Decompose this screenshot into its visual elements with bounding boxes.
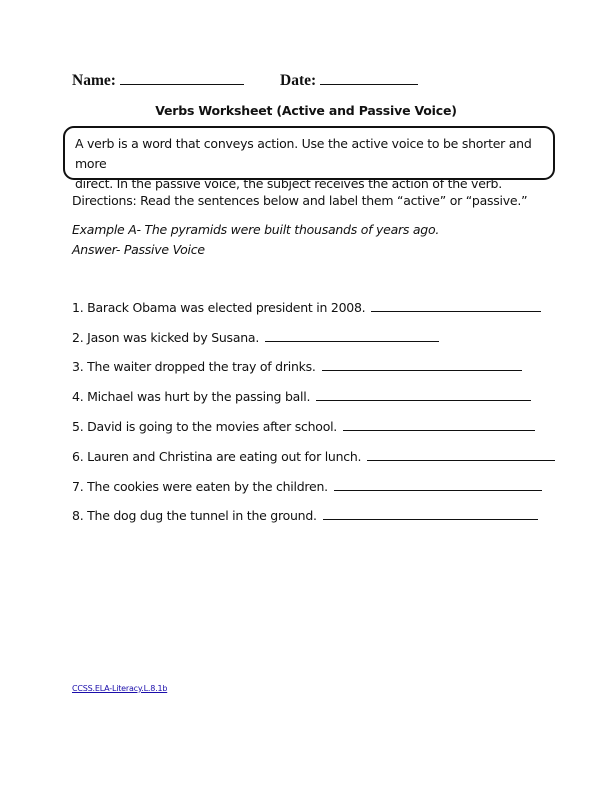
standards-link[interactable]: CCSS.ELA-Literacy.L.8.1b <box>72 684 168 693</box>
list-item <box>72 359 522 374</box>
example-answer: Answer- Passive Voice <box>72 242 205 257</box>
list-item <box>72 330 439 345</box>
item-text: 1. Barack Obama was elected president in 2008. <box>72 300 366 315</box>
answer-blank[interactable] <box>316 399 531 401</box>
answer-blank[interactable] <box>343 429 535 431</box>
item-text: 3. The waiter dropped the tray of drinks. <box>72 359 316 374</box>
answer-blank[interactable] <box>367 459 555 461</box>
definition-line-2: direct. In the passive voice, the subject receives the action of the verb. <box>75 176 502 191</box>
example-sentence: Example A- The pyramids were built thousands of years ago. <box>72 222 440 237</box>
answer-blank[interactable] <box>265 340 439 342</box>
list-item <box>72 449 555 464</box>
date-field[interactable] <box>280 72 418 90</box>
answer-blank[interactable] <box>334 489 542 491</box>
list-item <box>72 508 538 523</box>
item-text: 5. David is going to the movies after school. <box>72 419 338 434</box>
answer-blank[interactable] <box>323 518 538 520</box>
name-blank[interactable] <box>120 72 244 85</box>
item-text: 2. Jason was kicked by Susana. <box>72 330 260 345</box>
list-item <box>72 479 542 494</box>
list-item <box>72 300 541 315</box>
directions: Directions: Read the sentences below and label them “active” or “passive.” <box>72 193 528 208</box>
list-item <box>72 389 531 404</box>
definition-line-1: A verb is a word that conveys action. Use the active voice to be shorter and more <box>75 136 532 171</box>
name-label: Name: <box>72 72 116 89</box>
worksheet-title: Verbs Worksheet (Active and Passive Voice) <box>155 103 457 118</box>
answer-blank[interactable] <box>371 310 541 312</box>
answer-blank[interactable] <box>322 369 522 371</box>
item-text: 7. The cookies were eaten by the children. <box>72 479 328 494</box>
item-text: 6. Lauren and Christina are eating out for lunch. <box>72 449 362 464</box>
item-text: 4. Michael was hurt by the passing ball. <box>72 389 311 404</box>
name-field[interactable] <box>72 72 244 90</box>
date-blank[interactable] <box>320 72 418 85</box>
list-item <box>72 419 535 434</box>
definition-box <box>63 126 555 191</box>
item-text: 8. The dog dug the tunnel in the ground. <box>72 508 317 523</box>
date-label: Date: <box>280 72 317 89</box>
